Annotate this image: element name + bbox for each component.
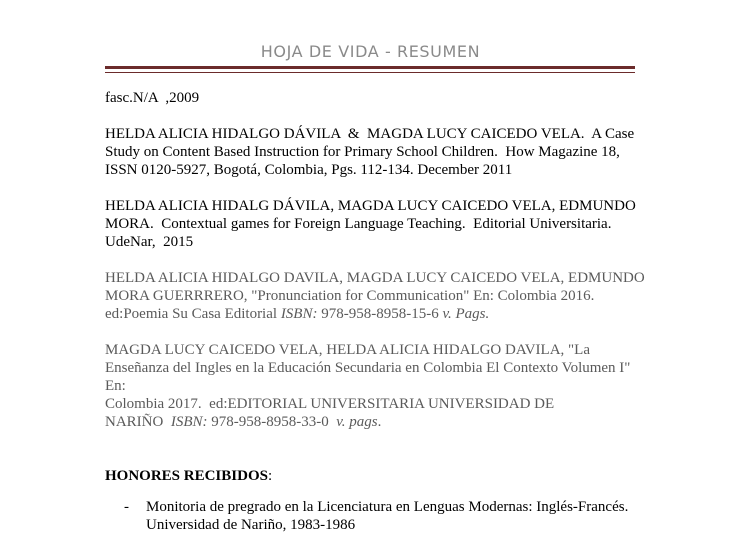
- header-rule-thin: [105, 72, 635, 73]
- section-heading-honors: HONORES RECIBIDOS:: [105, 468, 273, 484]
- header-rule-thick: [105, 66, 635, 69]
- page-title: HOJA DE VIDA - RESUMEN: [260, 42, 481, 61]
- publication-entry: fasc.N/A ,2009: [105, 90, 200, 106]
- document-body: [105, 89, 645, 534]
- list-item: - Monitoria de pregrado en la Licenciatura en Lenguas Modernas: Inglés-Francés. Universidad de Nariño, 1983-1986: [124, 499, 629, 533]
- publication-entry: MAGDA LUCY CAICEDO VELA, HELDA ALICIA HIDALGO DAVILA, "La Enseñanza del Ingles en la Educación Secundaria en Colombia El Contexto Volumen I" En: Colombia 2017. ed:EDITORIAL UNIVERSITARIA UNIVERSIDAD DE NARIÑO ISBN: 978-958-8958-33-0 v. pags.: [105, 342, 635, 430]
- dash-bullet-icon: -: [124, 499, 129, 515]
- honors-list: [105, 498, 645, 534]
- publication-entry: HELDA ALICIA HIDALGO DÁVILA & MAGDA LUCY CAICEDO VELA. A Case Study on Content Based Instruction for Primary School Children. How Magazine 18, ISSN 0120-5927, Bogotá, Colombia, Pgs. 112-134. December 2011: [105, 126, 635, 178]
- publication-entry: HELDA ALICIA HIDALG DÁVILA, MAGDA LUCY CAICEDO VELA, EDMUNDO MORA. Contextual games for Foreign Language Teaching. Editorial Universitaria. UdeNar, 2015: [105, 198, 636, 250]
- publication-entry: HELDA ALICIA HIDALGO DAVILA, MAGDA LUCY CAICEDO VELA, EDMUNDO MORA GUERRRERO, "Pronunciation for Communication" En: Colombia 2016. ed:Poemia Su Casa Editorial ISBN: 978-958-8958-15-6 v. Pags.: [105, 270, 645, 322]
